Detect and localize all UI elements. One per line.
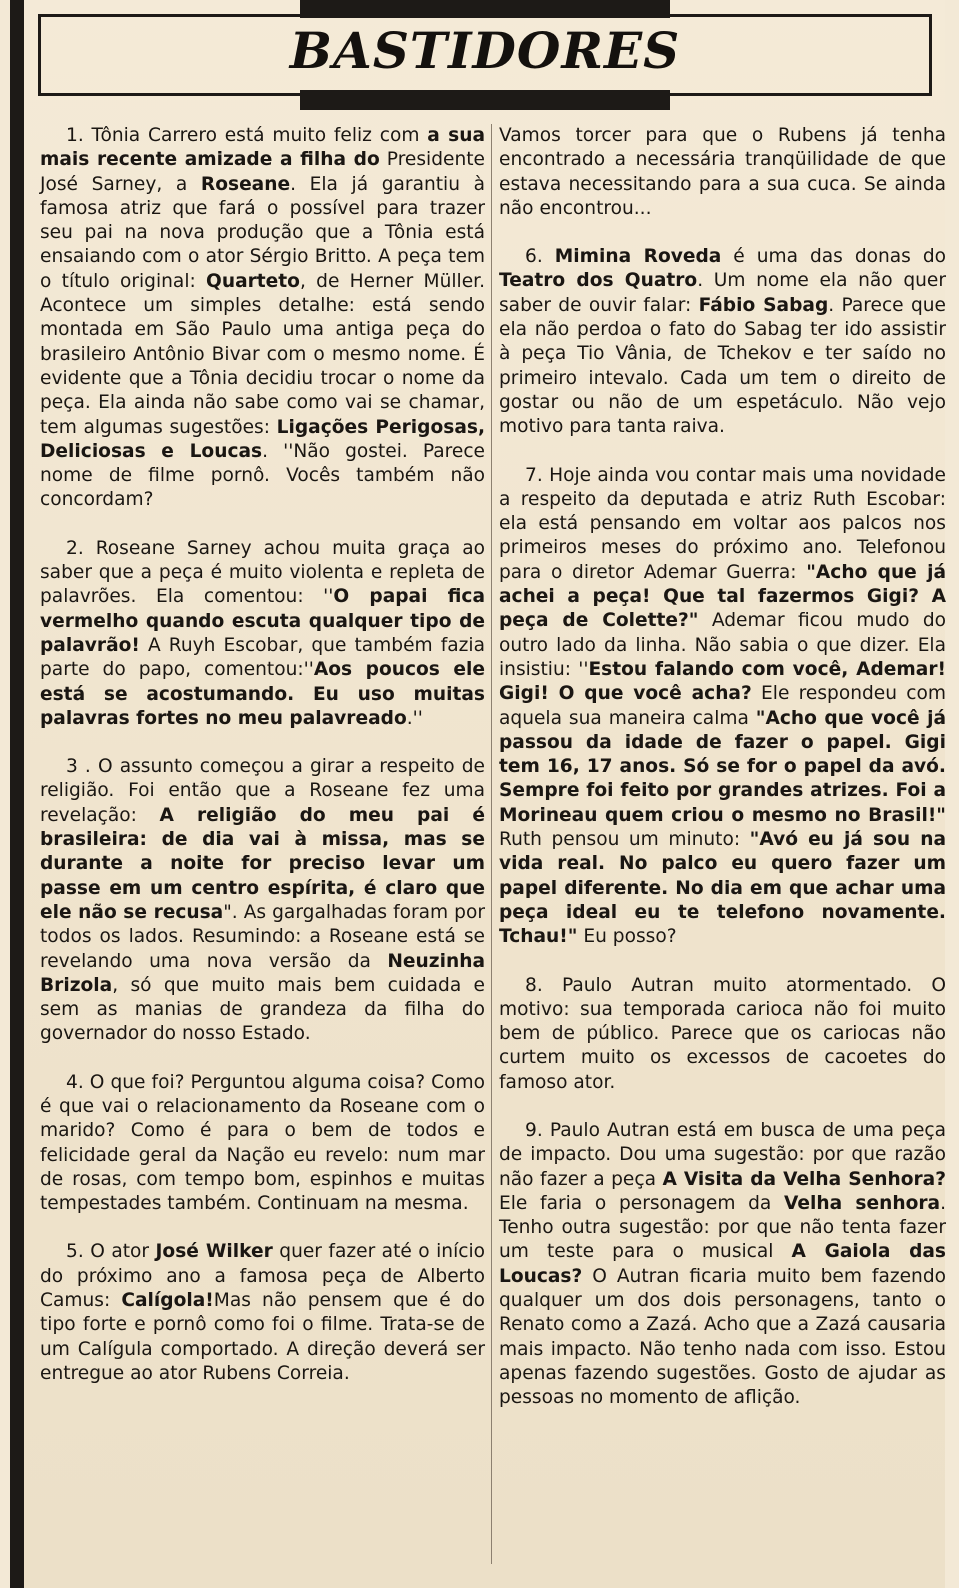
text-run: . Tenho outra sugestão: por que não tenta fazer um teste para o musical <box>499 1192 946 1263</box>
bold-phrase: Roseane <box>200 173 291 195</box>
bold-phrase: O papai fica vermelho quando escuta qualquer tipo de palavrão! <box>40 586 485 656</box>
text-run: . Ela já garantiu à famosa atriz que fará o possível para trazer seu pai na nova produção que a Tônia está ensaiando com o ator Sérgio Britto. A peça tem o título original: <box>40 173 486 292</box>
bold-phrase: "Acho que você já passou da idade de fazer o papel. Gigi tem 16, 17 anos. Só se for o papel da avó. Sempre foi feito por grandes atrizes. Foi a Morineau quem criou o mesmo no Brasil!" <box>499 707 946 826</box>
bold-phrase: Calígola! <box>121 1290 214 1312</box>
news-item-3 <box>40 755 485 1047</box>
text-run: 5. O ator <box>66 1241 156 1263</box>
bold-phrase: A Visita da Velha Senhora? <box>662 1168 946 1190</box>
bold-phrase: a sua mais recente amizade a filha do <box>40 125 486 171</box>
text-run: 6. <box>525 246 555 268</box>
bold-phrase: Neuzinha Brizola <box>40 950 485 996</box>
bold-phrase: Ligações Perigosas, Deliciosas e Loucas <box>40 416 486 462</box>
text-run: , só que muito mais bem cuidada e sem as manias de grandeza da filha do governador do nosso Estado. <box>40 974 485 1045</box>
text-run: 1. Tônia Carrero está muito feliz com <box>66 125 428 146</box>
text-run: A Ruyh Escobar, que também fazia parte do papo, comentou:'' <box>40 634 485 681</box>
text-run: 7. Hoje ainda vou contar mais uma novidade a respeito da deputada e atriz Ruth Escobar: ela está pensando em voltar aos palcos nos primeiros meses do próximo ano. Telefonou para o diretor Ademar Guerra: <box>499 464 946 583</box>
item-text <box>499 464 946 950</box>
bold-phrase: Estou falando com você, Ademar! Gigi! O que você acha? <box>499 658 946 705</box>
text-run: . Parece que ela não perdoa o fato do Sabag ter ido assistir à peça Tio Vânia, de Tchekov e ter saído no primeiro intevalo. Cada um tem o direito de gostar ou não de um espetáculo. Não vejo motivo para tanta raiva. <box>499 294 946 438</box>
bold-phrase: Fábio Sabag <box>698 294 829 316</box>
item-text <box>40 1240 485 1386</box>
item-text <box>499 124 946 221</box>
text-run: ". As gargalhadas foram por todos os lados. Resumindo: a Roseane está se revelando uma nova versão da <box>40 901 486 972</box>
bold-phrase: Mimina Roveda <box>554 246 722 268</box>
text-run: Presidente José Sarney, a <box>40 149 485 195</box>
bold-phrase: A Gaiola das Loucas? <box>499 1241 947 1287</box>
text-run: quer fazer até o início do próximo ano a famosa peça de Alberto Camus: <box>40 1241 486 1312</box>
bold-phrase: A religião do meu pai é brasileira: de dia vai à missa, mas se durante a noite for preciso levar um passe em um centro espírita, é claro que ele não se recusa <box>40 804 485 923</box>
header-bar-bottom <box>300 90 670 110</box>
news-item-8 <box>499 974 946 1095</box>
bold-phrase: José Wilker <box>155 1241 273 1263</box>
text-run: é uma das donas do <box>721 246 947 268</box>
text-run: .'' <box>406 707 423 729</box>
item-text <box>40 755 485 1047</box>
news-item-1 <box>40 124 485 513</box>
item-text <box>40 1071 485 1217</box>
text-run: 8. Paulo Autran muito atormentado. O motivo: sua temporada carioca não foi muito bem de público. Parece que os cariocas não curtem muito os excessos de cacoetes do famoso ator. <box>499 974 946 1093</box>
left-border-rule <box>10 0 24 1588</box>
news-item-4 <box>40 1071 485 1217</box>
text-run: Ademar ficou mudo do outro lado da linha. Não sabia o que dizer. Ela insistiu: '' <box>499 610 947 680</box>
item-text <box>40 537 485 731</box>
newspaper-clipping <box>10 0 945 1588</box>
news-item-2 <box>40 537 485 731</box>
bold-phrase: Aos poucos ele está se acostumando. Eu uso muitas palavras fortes no meu palavreado <box>40 659 485 729</box>
text-run: . ''Não gostei. Parece nome de filme pornô. Vocês também não concordam? <box>40 440 485 511</box>
news-item-5 <box>40 1240 485 1386</box>
column-title: BASTIDORES <box>289 21 681 80</box>
right-column <box>499 124 946 1435</box>
text-run: O Autran ficaria muito bem fazendo qualquer um dos dois personagens, tanto o Renato como a Zazá. Acho que a Zazá causaria mais impacto. Não tenho nada com isso. Estou apenas fazendo sugestões. Gosto de ajudar as pessoas no momento de aflição. <box>499 1265 946 1409</box>
bold-phrase: Velha senhora <box>784 1192 941 1214</box>
text-run: 9. Paulo Autran está em busca de uma peça de impacto. Dou uma sugestão: por que razão não fazer a peça <box>499 1119 946 1190</box>
text-run: 4. O que foi? Perguntou alguma coisa? Como é que vai o relacionamento da Roseane com o marido? Como é para o bem de todos e felicidade geral da Nação eu revelo: num mar de rosas, com tempo bom, espinhos e muitas tempestades também. Continuam na mesma. <box>40 1071 485 1215</box>
left-column <box>40 124 485 1410</box>
bold-phrase: Quarteto <box>206 270 300 292</box>
text-run: Ruth pensou um minuto: <box>499 829 750 851</box>
news-item-7 <box>499 464 946 950</box>
item-text <box>499 974 946 1095</box>
text-run: , de Herner Müller. Acontece um simples detalhe: está sendo montada em São Paulo uma antiga peça do brasileiro Antônio Bivar com o mesmo nome. É evidente que a Tônia decidiu trocar o nome da peça. Ela ainda não sabe como vai se chamar, tem algumas sugestões: <box>40 270 485 438</box>
bold-phrase: Teatro dos Quatro <box>499 270 698 292</box>
item-text <box>40 124 485 513</box>
news-item-5-continued <box>499 124 946 221</box>
bold-phrase: "Acho que já achei a peça! Que tal fazermos Gigi? A peça de Colette?" <box>499 561 946 632</box>
news-item-9 <box>499 1119 946 1411</box>
text-run: Ele faria o personagem da <box>499 1192 785 1214</box>
text-run: . Um nome ela não quer saber de ouvir falar: <box>499 270 946 316</box>
text-run: Ele respondeu com aquela sua maneira calma <box>499 683 946 729</box>
column-divider <box>491 124 492 1564</box>
text-run: 3 . O assunto começou a girar a respeito de religião. Foi então que a Roseane fez uma revelação: <box>40 756 485 826</box>
text-run: 2. Roseane Sarney achou muita graça ao saber que a peça é muito violenta e repleta de palavrões. Ela comentou: '' <box>40 537 485 608</box>
text-run: Mas não pensem que é do tipo forte e pornô como foi o filme. Trata-se de um Calígula comportado. A direção deverá ser entregue ao ator Rubens Correia. <box>40 1290 485 1384</box>
text-run: Vamos torcer para que o Rubens já tenha encontrado a necessária tranqüilidade de que estava necessitando para a sua cuca. Se ainda não encontrou... <box>499 125 946 219</box>
bold-phrase: "Avó eu já sou na vida real. No palco eu quero fazer um papel diferente. No dia em que achar uma peça ideal eu te telefono novamente. Tchau!" <box>499 829 946 948</box>
news-item-6 <box>499 245 946 439</box>
item-text <box>499 245 946 439</box>
item-text <box>499 1119 946 1411</box>
text-run: Eu posso? <box>577 926 677 948</box>
